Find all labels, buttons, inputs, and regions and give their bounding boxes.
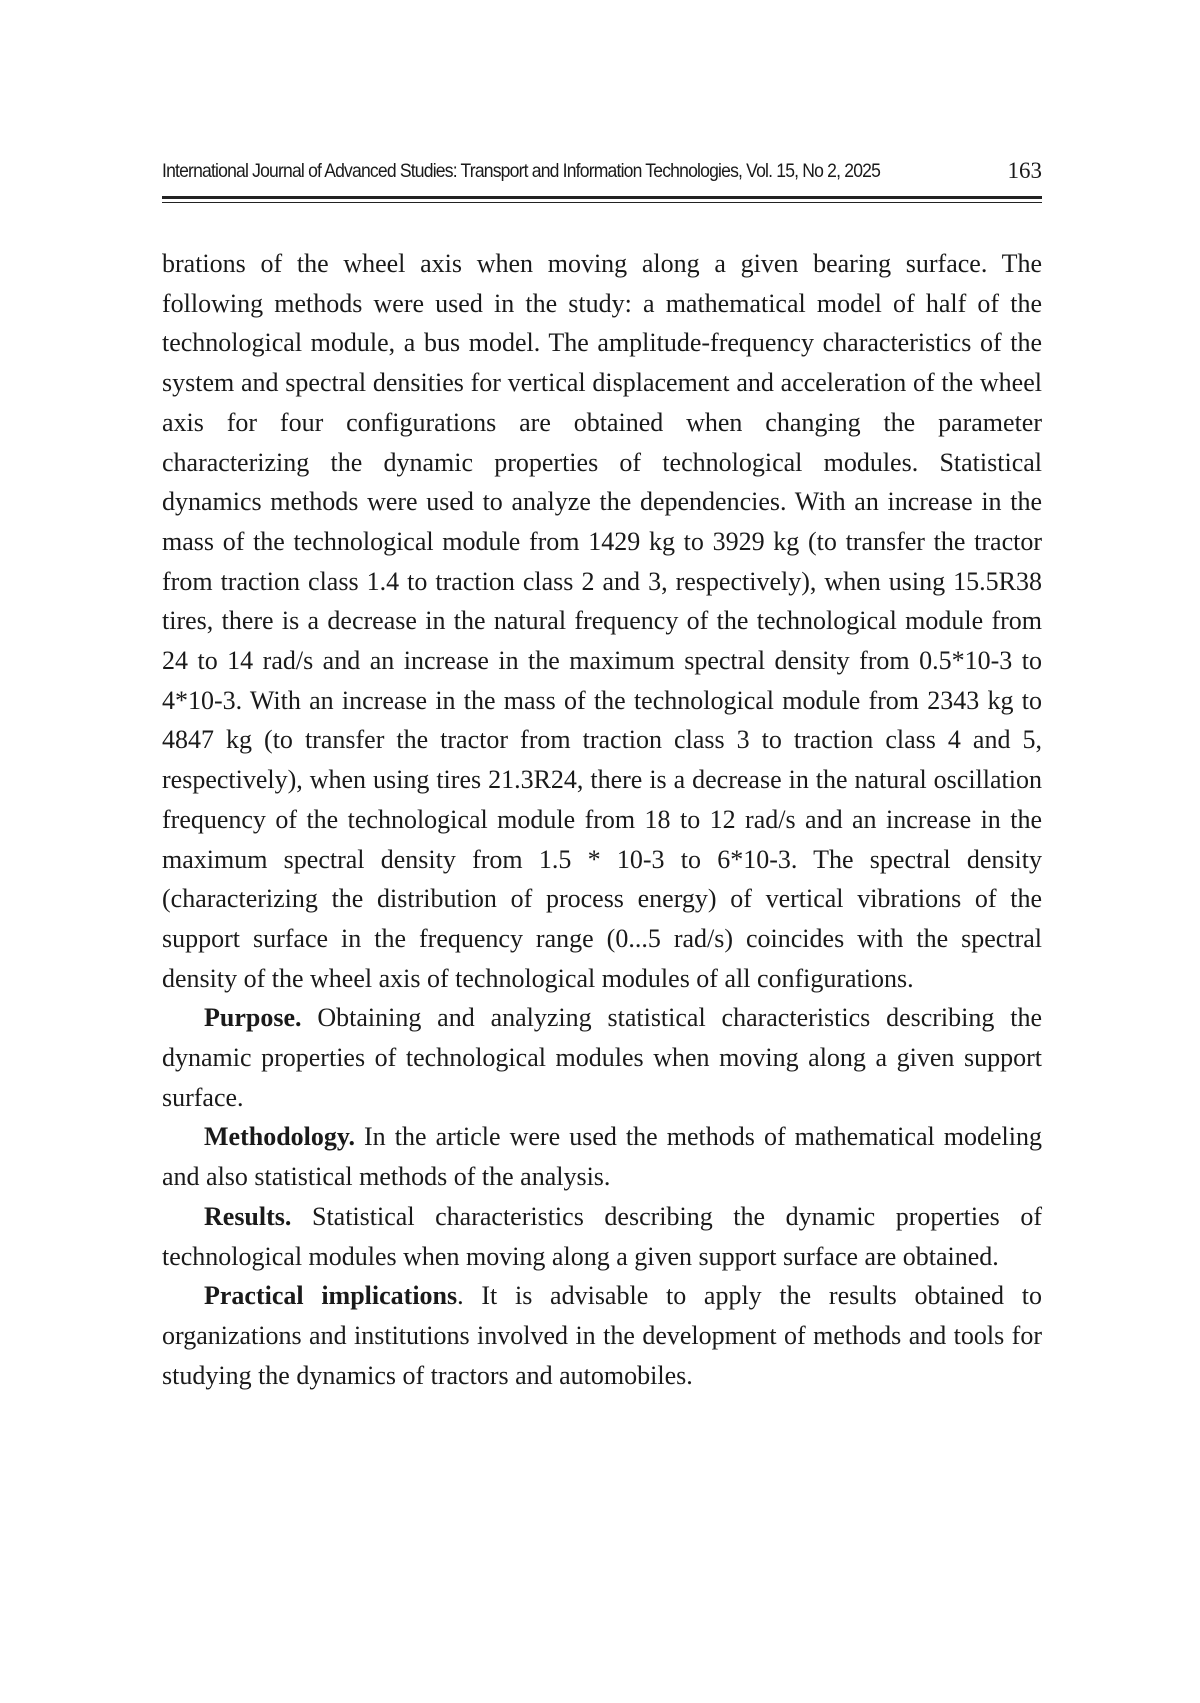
results-text: Statistical characteristics describing the dynamic properties of technological modules when moving along a given support surface are obtained.	[162, 1201, 1042, 1271]
results-heading: Results.	[204, 1201, 292, 1231]
purpose-paragraph	[162, 998, 1042, 1117]
implications-heading: Practical implications	[204, 1281, 458, 1311]
purpose-heading: Purpose.	[204, 1003, 302, 1033]
page-number: 163	[1007, 158, 1042, 183]
journal-title: International Journal of Advanced Studies: Transport and Information Technologies, Vol. 15, No 2, 2025	[162, 160, 881, 182]
implications-paragraph	[162, 1276, 1042, 1395]
body-text	[162, 244, 1042, 1395]
methodology-paragraph	[162, 1117, 1042, 1196]
implications-text: . It is advisable to apply the results obtained to organizations and institutions involved in the development of methods and tools for studying the dynamics of tractors and automobiles.	[162, 1281, 1043, 1390]
continuation-paragraph: brations of the wheel axis when moving along a given bearing surface. The following methods were used in the study: a mathematical model of half of the technological module, a bus model. The amplitude-frequency characteristics of the system and spectral densities for vertical displacement and acceleration of the wheel axis for four configurations are obtained when changing the parameter characterizing the dynamic properties of technological modules. Statistical dynamics methods were used to analyze the dependencies. With an increase in the mass of the technological module from 1429 kg to 3929 kg (to transfer the tractor from traction class 1.4 to traction class 2 and 3, respectively), when using 15.5R38 tires, there is a decrease in the natural frequency of the technological module from 24 to 14 rad/s and an increase in the maximum spectral density from 0.5*10-3 to 4*10-3. With an increase in the mass of the technological module from 2343 kg to 4847 kg (to transfer the tractor from traction class 3 to traction class 4 and 5, respectively), when using tires 21.3R24, there is a decrease in the natural oscillation frequency of the technological module from 18 to 12 rad/s and an increase in the maximum spectral density from 1.5 * 10-3 to 6*10-3. The spectral density (characterizing the distribution of process energy) of vertical vibrations of the support surface in the frequency range (0...5 rad/s) coincides with the spectral density of the wheel axis of technological modules of all configurations.	[162, 249, 1042, 993]
methodology-heading: Methodology.	[204, 1122, 355, 1152]
header-rule	[162, 196, 1042, 203]
purpose-text: Obtaining and analyzing statistical characteristics describing the dynamic properties of technological modules when moving along a given support surface.	[162, 1003, 1042, 1112]
results-paragraph	[162, 1197, 1042, 1276]
running-header	[162, 158, 1042, 188]
methodology-text: In the article were used the methods of mathematical modeling and also statistical methods of the analysis.	[162, 1122, 1042, 1192]
